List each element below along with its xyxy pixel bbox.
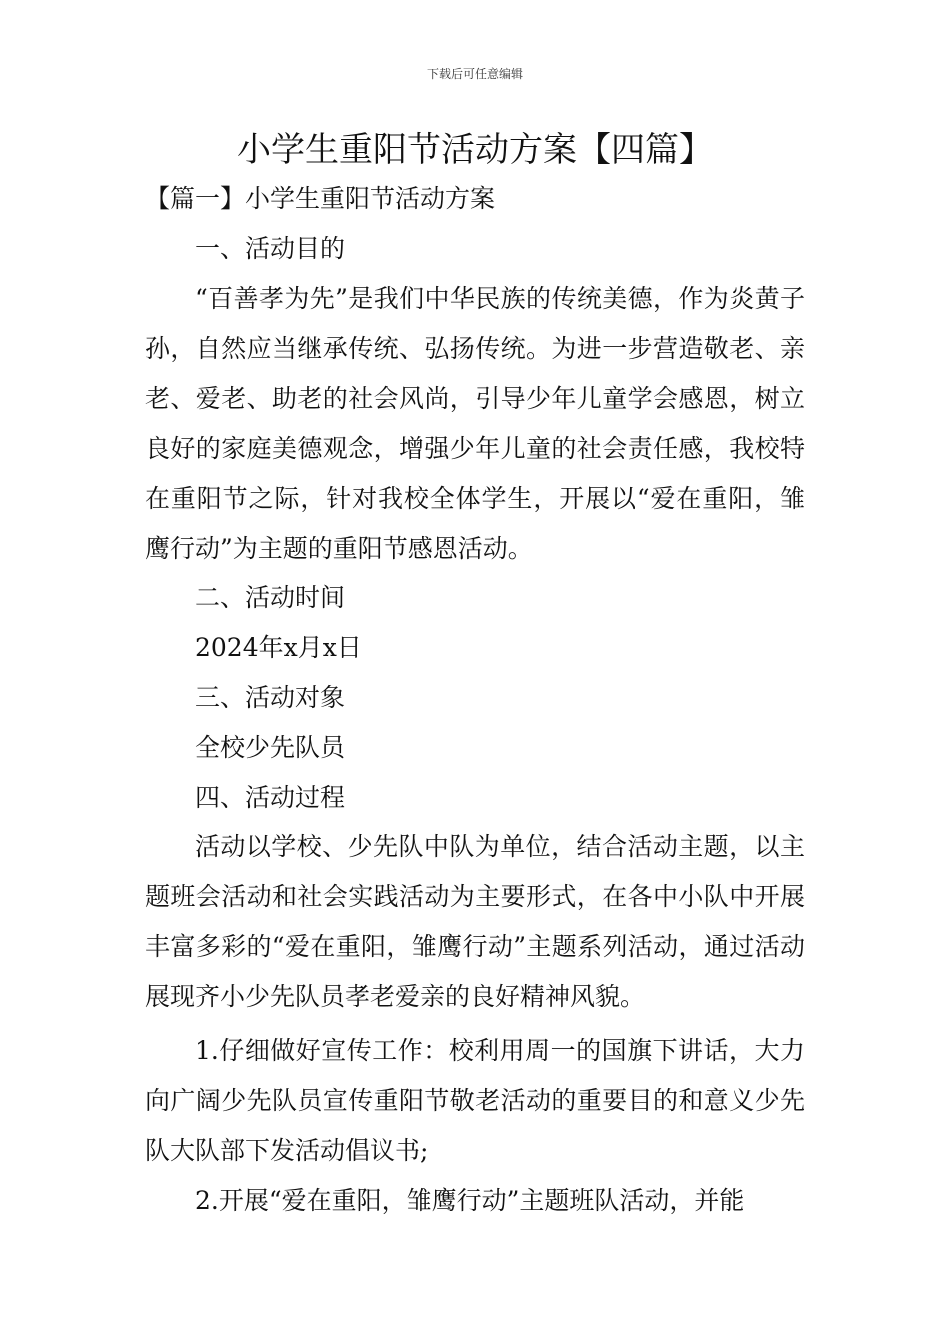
paragraph-item-1: 1.仔细做好宣传工作：校利用周一的国旗下讲话，大力向广阔少先队员宣传重阳节敬老活动的重要目的和意义少先队大队部下发活动倡议书; (145, 1036, 805, 1165)
paragraph-purpose: “百善孝为先”是我们中华民族的传统美德，作为炎黄子孙，自然应当继承传统、弘扬传统。为进一步营造敬老、亲老、爱老、助老的社会风尚，引导少年儿童学会感恩，树立良好的家庭美德观念，增强少年儿童的社会责任感，我校特在重阳节之际，针对我校全体学生，开展以“爱在重阳，雏鹰行动”为主题的重阳节感恩活动。 (145, 284, 805, 563)
paragraph-item-2: 2.开展“爱在重阳，雏鹰行动”主题班队活动，并能 (195, 1186, 745, 1215)
heading-target: 三、活动对象 (195, 683, 346, 712)
section-heading: 【篇一】小学生重阳节活动方案 (145, 184, 496, 213)
heading-time: 二、活动时间 (195, 583, 346, 612)
heading-purpose: 一、活动目的 (195, 234, 346, 263)
header-note: 下载后可任意编辑 (426, 67, 523, 81)
document-title: 小学生重阳节活动方案【四篇】 (237, 130, 713, 170)
activity-target: 全校少先队员 (195, 733, 346, 762)
heading-process: 四、活动过程 (195, 783, 346, 812)
paragraph-process: 活动以学校、少先队中队为单位，结合活动主题，以主题班会活动和社会实践活动为主要形式，在各中小队中开展丰富多彩的“爱在重阳，雏鹰行动”主题系列活动，通过活动展现齐小少先队员孝老爱亲的良好精神风貌。 (145, 832, 805, 1011)
activity-date: 2024年x月x日 (195, 633, 362, 662)
